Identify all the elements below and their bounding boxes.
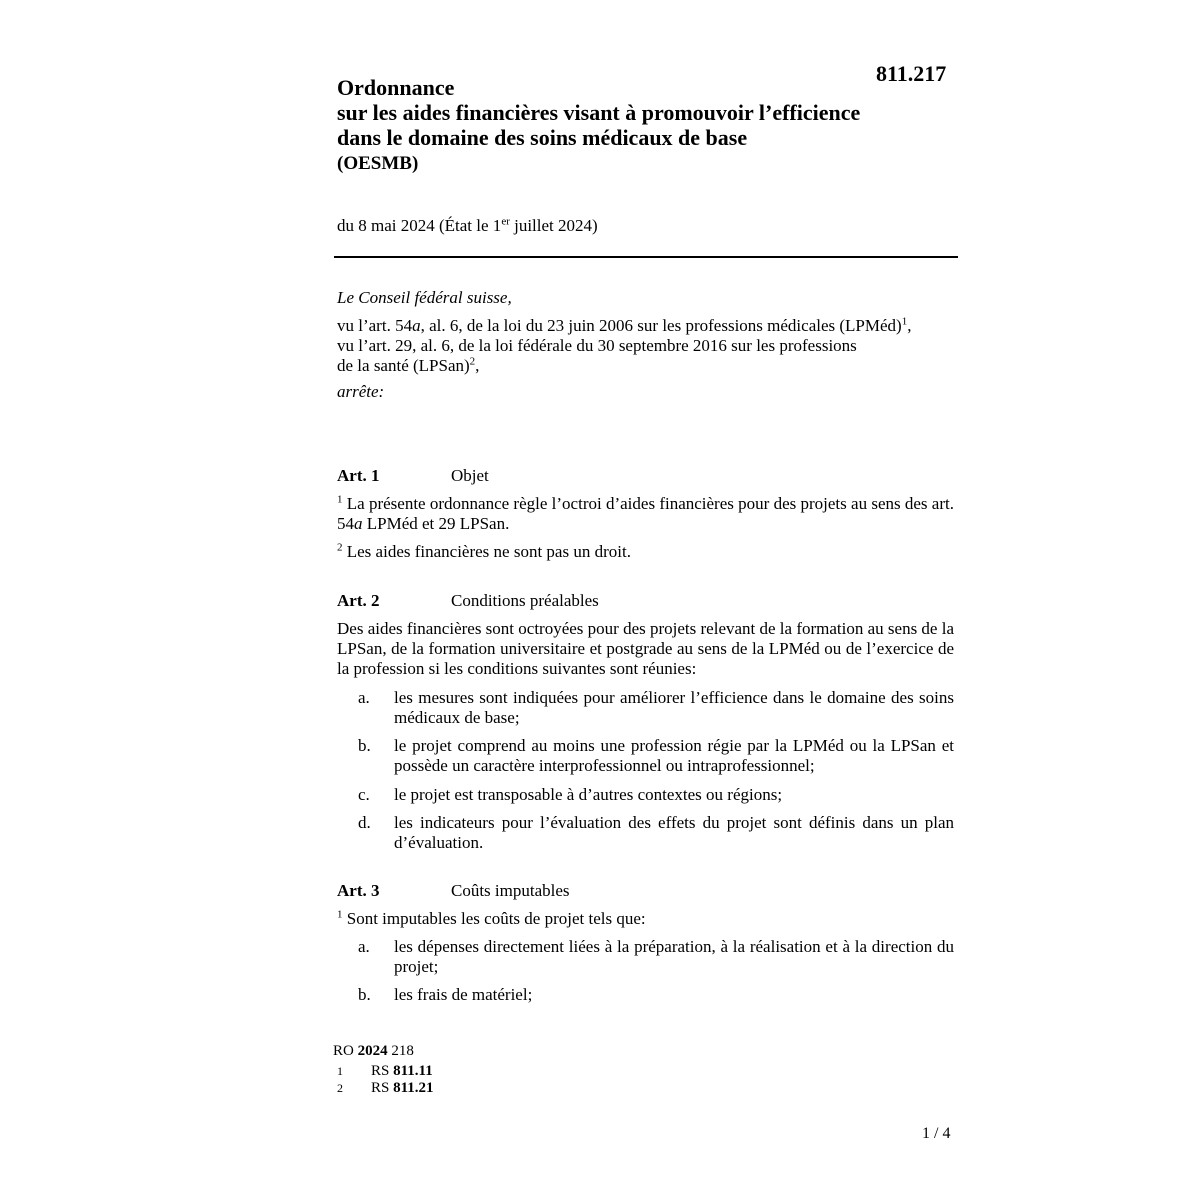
- preamble-decree: arrête:: [337, 382, 385, 401]
- preamble-authority: Le Conseil fédéral suisse,: [337, 288, 512, 307]
- list-marker: c.: [358, 785, 370, 804]
- article-2-heading: [337, 591, 599, 611]
- preamble-line-1: vu l’art. 54a, al. 6, de la loi du 23 juin 2006 sur les professions médicales (LPMéd)$^1$,: [337, 315, 912, 335]
- list-item: le projet comprend au moins une profession régie par la LPMéd ou la LPSan et possède un caractère interprofessionnel ou intraprofessionnel;: [394, 736, 954, 775]
- title-line: dans le domaine des soins médicaux de base: [337, 125, 748, 150]
- article-1-heading: [337, 466, 489, 486]
- list-marker: b.: [358, 985, 371, 1004]
- footnote-reference[interactable]: 811.11: [393, 1063, 433, 1079]
- preamble-line-3: de la santé (LPSan)$^2$,: [337, 355, 480, 375]
- official-compilation-ref: RO 2024 218: [333, 1043, 414, 1059]
- preamble-line-2: vu l’art. 29, al. 6, de la loi fédérale du 30 septembre 2016 sur les professions: [337, 336, 857, 355]
- list-item: le projet est transposable à d’autres contextes ou régions;: [394, 785, 783, 804]
- header-divider: [334, 256, 958, 258]
- article-number: Art. 2: [337, 591, 380, 610]
- list-item: les indicateurs pour l’évaluation des effets du projet sont définis dans un plan d’évaluation.: [394, 813, 954, 852]
- list-marker: d.: [358, 813, 371, 832]
- list-marker: a.: [358, 688, 370, 707]
- article-2-intro: Des aides financières sont octroyées pour des projets relevant de la formation au sens de la LPSan, de la formation universitaire et postgrade au sens de la LPMéd ou de l’exercice de la profession si les conditions suivantes sont réunies:: [337, 619, 954, 678]
- article-title: Coûts imputables: [451, 881, 570, 900]
- article-number: Art. 3: [337, 881, 380, 900]
- article-1-paragraph-2: $^2$ Les aides financières ne sont pas un droit.: [337, 541, 631, 561]
- article-1-paragraph-1: $^1$ La présente ordonnance règle l’octroi d’aides financières pour des projets au sens des art. 54a LPMéd et 29 LPSan.: [337, 493, 954, 533]
- title-line: Ordonnance: [337, 75, 455, 100]
- title-line: sur les aides financières visant à promouvoir l’efficience: [337, 100, 861, 125]
- list-item: les dépenses directement liées à la préparation, à la réalisation et à la direction du projet;: [394, 937, 954, 976]
- footnote-2: 2 RS 811.21: [337, 1080, 434, 1096]
- article-title: Objet: [451, 466, 489, 485]
- list-marker: b.: [358, 736, 371, 755]
- footnote-1: 1 RS 811.11: [337, 1063, 433, 1079]
- footnote-ref-1[interactable]: 1: [901, 315, 908, 328]
- document-number: 811.217: [876, 61, 947, 86]
- article-title: Conditions préalables: [451, 591, 599, 610]
- article-number: Art. 1: [337, 466, 380, 485]
- article-3-heading: [337, 881, 570, 901]
- footnote-ref-2[interactable]: 2: [469, 355, 476, 368]
- list-marker: a.: [358, 937, 370, 956]
- footnote-number: 2: [337, 1081, 343, 1095]
- footnote-number: 1: [337, 1064, 343, 1078]
- footnote-reference[interactable]: 811.21: [393, 1080, 434, 1096]
- list-item: les frais de matériel;: [394, 985, 533, 1004]
- document-date: du 8 mai 2024 (État le 1er juillet 2024): [337, 215, 598, 235]
- page-number: 1 / 4: [922, 1125, 951, 1142]
- list-item: les mesures sont indiquées pour améliorer l’efficience dans le domaine des soins médicaux de base;: [394, 688, 954, 727]
- document-title: [337, 75, 957, 150]
- article-3-paragraph-1: $^1$ Sont imputables les coûts de projet tels que:: [337, 908, 646, 928]
- document-abbreviation: (OESMB): [337, 153, 419, 174]
